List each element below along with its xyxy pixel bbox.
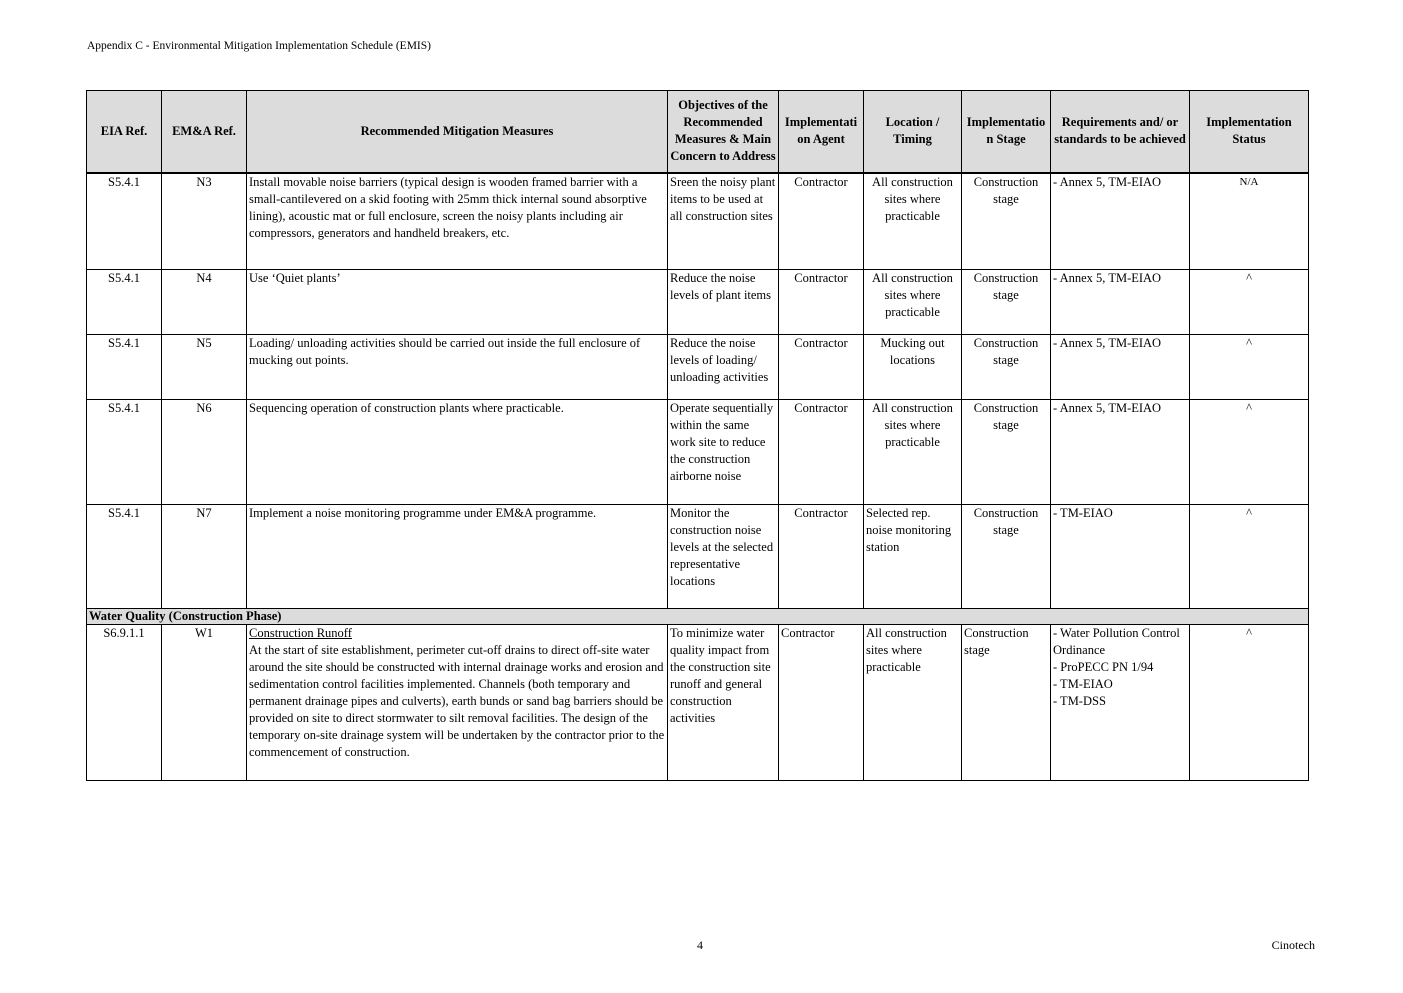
stage-cell: Construction stage	[962, 335, 1051, 400]
header-status: Implementation Status	[1190, 91, 1309, 173]
location-cell: All construction sites where practicable	[864, 625, 962, 781]
status-cell: ^	[1190, 625, 1309, 781]
location-cell: All construction sites where practicable	[864, 270, 962, 335]
page-number: 4	[697, 938, 703, 952]
section-title: Water Quality (Construction Phase)	[87, 609, 1309, 625]
header-agent: Implementati on Agent	[779, 91, 864, 173]
measures-cell: Sequencing operation of construction plants where practicable.	[247, 400, 668, 505]
location-cell: All construction sites where practicable	[864, 173, 962, 270]
table-row	[87, 400, 1309, 505]
measures-cell: Loading/ unloading activities should be carried out inside the full enclosure of mucking out points.	[247, 335, 668, 400]
company-name: Cinotech	[1271, 938, 1315, 952]
requirements-cell: - Annex 5, TM-EIAO	[1051, 270, 1190, 335]
requirement-item: - Water Pollution Control Ordinance	[1053, 626, 1180, 657]
measures-subtitle: Construction Runoff	[249, 626, 352, 640]
ema-ref-cell: N3	[162, 173, 247, 270]
objectives-cell: Reduce the noise levels of plant items	[668, 270, 779, 335]
objectives-cell: Operate sequentially within the same work site to reduce the construction airborne noise	[668, 400, 779, 505]
stage-cell: Construction stage	[962, 270, 1051, 335]
stage-cell: Construction stage	[962, 400, 1051, 505]
requirements-cell: - TM-EIAO	[1051, 505, 1190, 609]
agent-cell: Contractor	[779, 270, 864, 335]
section-row-water-quality	[87, 609, 1309, 625]
agent-cell: Contractor	[779, 400, 864, 505]
measures-cell: Use ‘Quiet plants’	[247, 270, 668, 335]
ema-ref-cell: N7	[162, 505, 247, 609]
stage-cell: Construction stage	[962, 505, 1051, 609]
ema-ref-cell: W1	[162, 625, 247, 781]
status-cell: ^	[1190, 335, 1309, 400]
objectives-cell: Monitor the construction noise levels at the selected representative locations	[668, 505, 779, 609]
status-cell: N/A	[1190, 173, 1309, 270]
table-row	[87, 505, 1309, 609]
eia-ref-cell: S5.4.1	[87, 270, 162, 335]
ema-ref-cell: N6	[162, 400, 247, 505]
header-stage: Implementatio n Stage	[962, 91, 1051, 173]
agent-cell: Contractor	[779, 173, 864, 270]
requirements-cell: - Annex 5, TM-EIAO	[1051, 173, 1190, 270]
eia-ref-cell: S5.4.1	[87, 173, 162, 270]
table-row	[87, 270, 1309, 335]
header-requirements: Requirements and/ or standards to be achieved	[1051, 91, 1190, 173]
measures-cell: Implement a noise monitoring programme under EM&A programme.	[247, 505, 668, 609]
measures-cell	[247, 625, 668, 781]
table-header-row	[87, 91, 1309, 173]
emis-table	[86, 90, 1309, 781]
eia-ref-cell: S5.4.1	[87, 335, 162, 400]
table-row	[87, 173, 1309, 270]
requirement-item: - ProPECC PN 1/94	[1053, 660, 1154, 674]
status-cell: ^	[1190, 270, 1309, 335]
header-ema-ref: EM&A Ref.	[162, 91, 247, 173]
eia-ref-cell: S6.9.1.1	[87, 625, 162, 781]
ema-ref-cell: N4	[162, 270, 247, 335]
requirements-cell	[1051, 625, 1190, 781]
table-row	[87, 625, 1309, 781]
agent-cell: Contractor	[779, 335, 864, 400]
eia-ref-cell: S5.4.1	[87, 505, 162, 609]
requirements-cell: - Annex 5, TM-EIAO	[1051, 400, 1190, 505]
location-cell: All construction sites where practicable	[864, 400, 962, 505]
requirement-item: - TM-DSS	[1053, 694, 1106, 708]
status-cell: ^	[1190, 400, 1309, 505]
status-cell: ^	[1190, 505, 1309, 609]
ema-ref-cell: N5	[162, 335, 247, 400]
objectives-cell: Reduce the noise levels of loading/ unloading activities	[668, 335, 779, 400]
measures-body: At the start of site establishment, perimeter cut-off drains to direct off-site water around the site should be constructed with internal drainage works and erosion and sedimentation control facilities implemented. Channels (both temporary and permanent drainage pipes and culverts), earth bunds or sand bag barriers should be provided on site to direct stormwater to silt removal facilities. The design of the temporary on-site drainage system will be undertaken by the contractor prior to the commencement of construction.	[249, 643, 665, 759]
requirement-item: - TM-EIAO	[1053, 677, 1113, 691]
location-cell: Selected rep. noise monitoring station	[864, 505, 962, 609]
requirements-cell: - Annex 5, TM-EIAO	[1051, 335, 1190, 400]
document-header-title: Appendix C - Environmental Mitigation Implementation Schedule (EMIS)	[87, 40, 431, 52]
measures-cell: Install movable noise barriers (typical design is wooden framed barrier with a small-cantilevered on a skid footing with 25mm thick internal sound absorptive lining), acoustic mat or full enclosure, screen the noisy plants including air compressors, generators and handheld breakers, etc.	[247, 173, 668, 270]
header-objectives: Objectives of the Recommended Measures & Main Concern to Address	[668, 91, 779, 173]
header-measures: Recommended Mitigation Measures	[247, 91, 668, 173]
location-cell: Mucking out locations	[864, 335, 962, 400]
table-row	[87, 335, 1309, 400]
stage-cell: Construction stage	[962, 625, 1051, 781]
eia-ref-cell: S5.4.1	[87, 400, 162, 505]
objectives-cell: Sreen the noisy plant items to be used at all construction sites	[668, 173, 779, 270]
header-eia-ref: EIA Ref.	[87, 91, 162, 173]
header-location: Location / Timing	[864, 91, 962, 173]
agent-cell: Contractor	[779, 505, 864, 609]
stage-cell: Construction stage	[962, 173, 1051, 270]
objectives-cell: To minimize water quality impact from the construction site runoff and general construction activities	[668, 625, 779, 781]
agent-cell: Contractor	[779, 625, 864, 781]
